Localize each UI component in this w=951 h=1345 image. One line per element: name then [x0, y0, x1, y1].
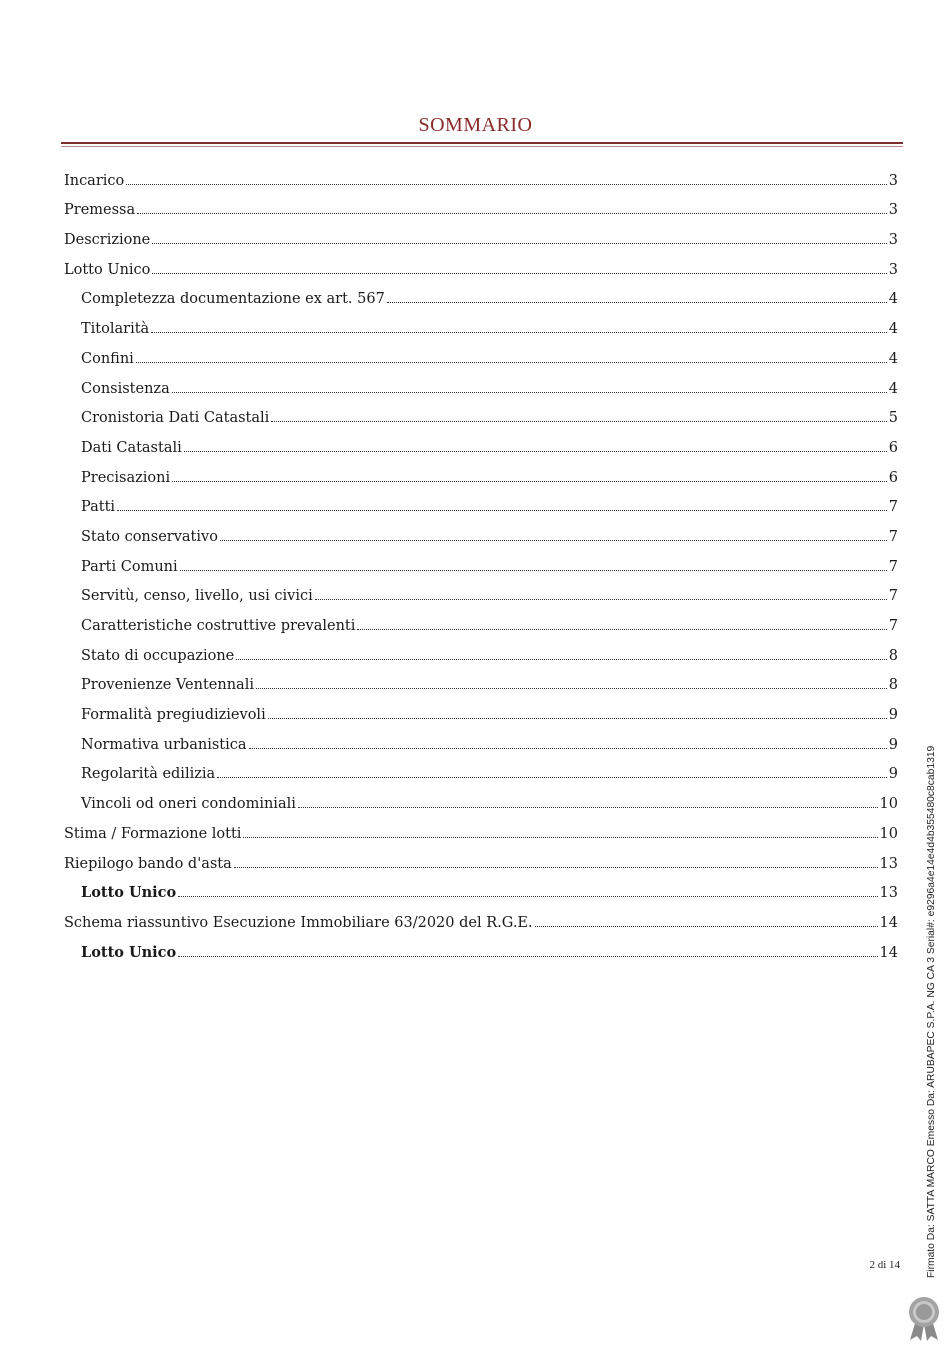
toc-entry[interactable]	[64, 665, 898, 695]
toc-entry-page: 9	[888, 766, 898, 783]
toc-entry-label: Lotto Unico	[64, 261, 151, 278]
toc-entry-label: Vincoli od oneri condominiali	[81, 796, 296, 813]
toc-dot-leader	[535, 926, 878, 927]
toc-entry-label: Incarico	[64, 172, 125, 189]
toc-entry-label: Stima / Formazione lotti	[64, 825, 242, 842]
toc-dot-leader	[249, 748, 887, 749]
toc-entry-label: Formalità pregiudizievoli	[81, 707, 266, 724]
toc-entry-page: 3	[888, 232, 898, 249]
toc-entry[interactable]	[64, 487, 898, 517]
toc-entry-page: 5	[888, 410, 898, 427]
toc-entry-label: Riepilogo bando d'asta	[64, 855, 232, 872]
toc-entry-page: 4	[888, 321, 898, 338]
toc-entry-page: 7	[888, 528, 898, 545]
table-of-contents	[64, 160, 898, 962]
toc-entry[interactable]	[64, 190, 898, 220]
toc-entry-page: 3	[888, 261, 898, 278]
toc-entry[interactable]	[64, 249, 898, 279]
toc-entry[interactable]	[64, 813, 898, 843]
toc-dot-leader	[357, 629, 886, 630]
title-underline	[61, 142, 903, 144]
toc-entry[interactable]	[64, 724, 898, 754]
toc-entry-label: Servitù, censo, livello, usi civici	[81, 588, 313, 605]
toc-entry[interactable]	[64, 902, 898, 932]
toc-dot-leader	[236, 659, 887, 660]
toc-dot-leader	[217, 777, 887, 778]
toc-dot-leader	[172, 392, 887, 393]
toc-dot-leader	[271, 421, 886, 422]
toc-entry[interactable]	[64, 516, 898, 546]
toc-entry-label: Dati Catastali	[81, 439, 182, 456]
toc-entry-page: 4	[888, 291, 898, 308]
toc-entry-page: 7	[888, 499, 898, 516]
toc-entry-page: 8	[888, 677, 898, 694]
toc-entry-page: 13	[879, 855, 898, 872]
toc-entry[interactable]	[64, 635, 898, 665]
toc-entry-label: Caratteristiche costruttive prevalenti	[81, 618, 356, 634]
toc-entry-label: Lotto Unico	[81, 943, 177, 961]
toc-dot-leader	[234, 867, 878, 868]
toc-entry-page: 14	[879, 914, 898, 931]
toc-entry-page: 9	[888, 736, 898, 753]
toc-dot-leader	[184, 451, 887, 452]
toc-entry[interactable]	[64, 932, 898, 962]
toc-dot-leader	[387, 302, 887, 303]
toc-entry-label: Completezza documentazione ex art. 567	[81, 291, 385, 308]
toc-entry-page: 4	[888, 380, 898, 397]
toc-dot-leader	[151, 332, 887, 333]
toc-dot-leader	[256, 688, 887, 689]
toc-entry[interactable]	[64, 219, 898, 249]
toc-entry-label: Normativa urbanistica	[81, 736, 247, 753]
toc-dot-leader	[117, 510, 887, 511]
toc-entry-page: 13	[879, 885, 898, 902]
toc-dot-leader	[152, 273, 886, 274]
toc-entry-label: Cronistoria Dati Catastali	[81, 410, 270, 427]
toc-entry-page: 6	[888, 469, 898, 486]
toc-entry[interactable]	[64, 754, 898, 784]
toc-entry[interactable]	[64, 338, 898, 368]
toc-entry[interactable]	[64, 694, 898, 724]
toc-entry-label: Regolarità edilizia	[81, 766, 216, 783]
toc-entry-label: Confini	[81, 350, 134, 367]
toc-dot-leader	[178, 896, 877, 897]
toc-entry[interactable]	[64, 279, 898, 309]
toc-entry-label: Descrizione	[64, 232, 151, 249]
toc-entry-page: 7	[888, 618, 898, 634]
toc-entry-page: 9	[888, 707, 898, 724]
toc-entry-label: Provenienze Ventennali	[81, 677, 254, 694]
toc-entry[interactable]	[64, 843, 898, 873]
toc-entry[interactable]	[64, 398, 898, 428]
page-number: 2 di 14	[869, 1259, 900, 1271]
toc-dot-leader	[298, 807, 878, 808]
toc-dot-leader	[220, 540, 887, 541]
toc-dot-leader	[126, 184, 887, 185]
toc-entry-page: 3	[888, 202, 898, 219]
toc-entry-label: Consistenza	[81, 380, 170, 397]
toc-entry-page: 3	[888, 172, 898, 189]
toc-entry-page: 10	[879, 825, 898, 842]
toc-dot-leader	[243, 837, 877, 838]
toc-dot-leader	[152, 243, 887, 244]
title-underline-thin	[61, 146, 903, 147]
toc-entry-page: 7	[888, 588, 898, 605]
toc-dot-leader	[137, 213, 887, 214]
toc-entry-label: Stato conservativo	[81, 528, 218, 545]
toc-entry[interactable]	[64, 576, 898, 606]
toc-entry-label: Schema riassuntivo Esecuzione Immobiliare 63/2020 del R.G.E.	[64, 914, 533, 931]
digital-signature-text: Firmato Da: SATTA MARCO Emesso Da: ARUBAPEC S.P.A. NG CA 3 Serial#: e9296a4e14e4d4b355480c8cab1319	[926, 745, 937, 1278]
toc-dot-leader	[268, 718, 887, 719]
toc-entry[interactable]	[64, 368, 898, 398]
toc-entry-label: Lotto Unico	[81, 884, 177, 902]
toc-dot-leader	[315, 599, 887, 600]
toc-entry[interactable]	[64, 457, 898, 487]
toc-entry[interactable]	[64, 783, 898, 813]
signature-seal-icon	[904, 1296, 944, 1342]
toc-entry-page: 6	[888, 439, 898, 456]
toc-entry[interactable]	[64, 160, 898, 190]
toc-entry-label: Precisazioni	[81, 469, 171, 486]
toc-entry-page: 8	[888, 647, 898, 664]
toc-entry[interactable]	[64, 873, 898, 903]
toc-dot-leader	[178, 956, 877, 957]
page-title: SOMMARIO	[418, 114, 533, 136]
toc-dot-leader	[180, 570, 887, 571]
toc-entry-page: 14	[879, 944, 898, 961]
toc-entry-label: Parti Comuni	[81, 558, 178, 575]
toc-entry[interactable]	[64, 605, 898, 635]
toc-entry-page: 10	[879, 796, 898, 813]
toc-entry-label: Premessa	[64, 202, 136, 219]
toc-entry-page: 7	[888, 558, 898, 575]
toc-entry-label: Titolarità	[81, 321, 150, 338]
toc-entry[interactable]	[64, 308, 898, 338]
toc-dot-leader	[136, 362, 887, 363]
toc-entry-label: Stato di occupazione	[81, 647, 235, 664]
toc-entry-label: Patti	[81, 499, 116, 516]
toc-dot-leader	[172, 481, 887, 482]
toc-entry[interactable]	[64, 427, 898, 457]
toc-entry-page: 4	[888, 350, 898, 367]
toc-entry[interactable]	[64, 546, 898, 576]
